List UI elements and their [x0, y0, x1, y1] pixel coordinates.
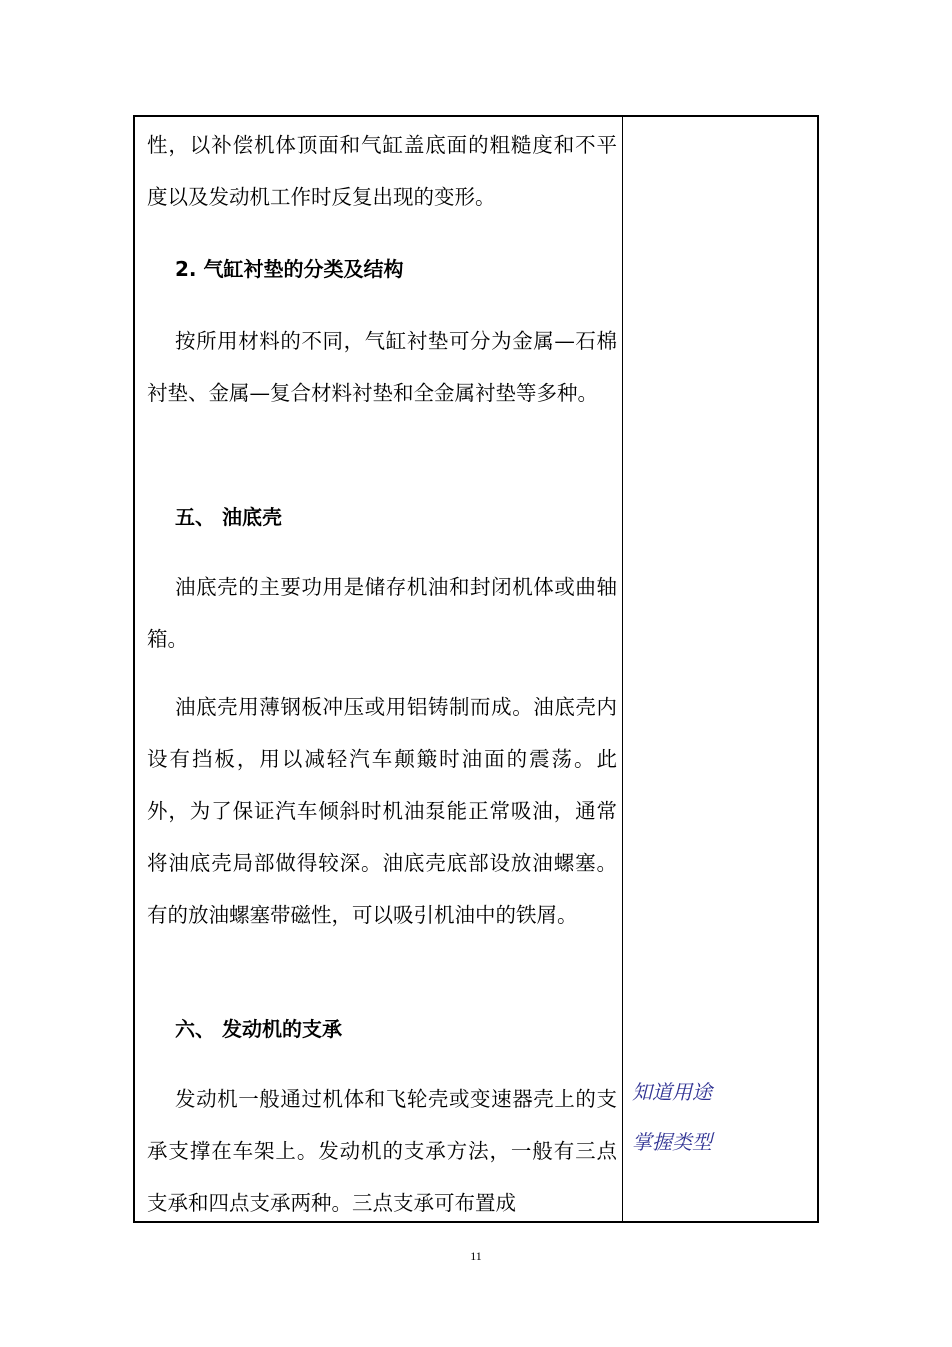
- lesson-table: [133, 115, 819, 1223]
- paragraph-engine-support: 发动机一般通过机体和飞轮壳或变速器壳上的支承支撑在车架上。发动机的支承方法，一般有三点支承和四点支承两种。三点支承可布置成: [147, 1087, 617, 1215]
- page-number: 11: [470, 1249, 482, 1263]
- heading-oil-pan: 五、 油底壳: [175, 505, 282, 529]
- heading-engine-support: 六、 发动机的支承: [175, 1017, 342, 1041]
- note-know-purpose: 知道用途: [632, 1080, 712, 1104]
- paragraph-oil-pan-function: 油底壳的主要功用是储存机油和封闭机体或曲轴箱。: [147, 575, 617, 651]
- paragraph-gasket-function: 性，以补偿机体顶面和气缸盖底面的粗糙度和不平度以及发动机工作时反复出现的变形。: [147, 133, 617, 209]
- paragraph-oil-pan-structure: 油底壳用薄钢板冲压或用铝铸制而成。油底壳内设有挡板，用以减轻汽车颠簸时油面的震荡。此外，为了保证汽车倾斜时机油泵能正常吸油，通常将油底壳局部做得较深。油底壳底部设放油螺塞。有的放油螺塞带磁性，可以吸引机油中的铁屑。: [147, 695, 617, 927]
- paragraph-gasket-types: 按所用材料的不同，气缸衬垫可分为金属—石棉衬垫、金属—复合材料衬垫和全金属衬垫等多种。: [147, 329, 617, 405]
- note-master-types: 掌握类型: [632, 1130, 712, 1154]
- heading-gasket-classification: 2. 气缸衬垫的分类及结构: [175, 257, 404, 281]
- column-divider: [622, 117, 623, 1221]
